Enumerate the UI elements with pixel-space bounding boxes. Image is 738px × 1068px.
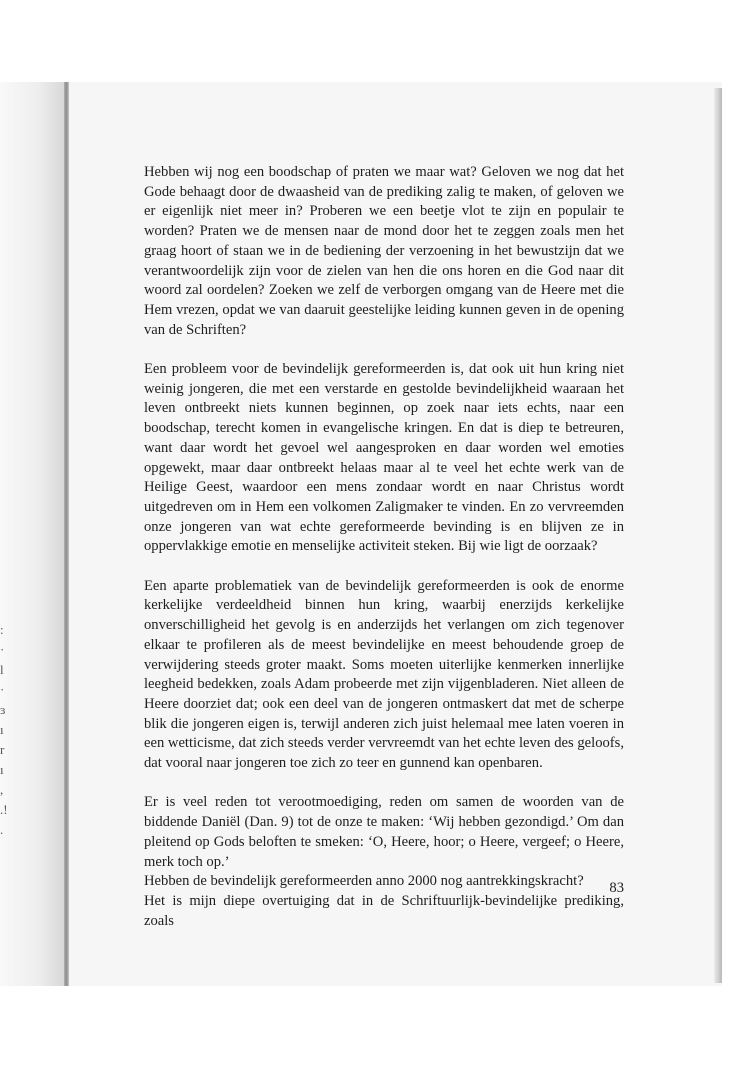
page-body-text (144, 163, 624, 931)
fragment-mark: r (0, 742, 5, 757)
fragment-mark: , (0, 782, 4, 797)
fragment-mark: . (0, 822, 4, 837)
fragment-mark: l (0, 662, 4, 677)
fragment-mark: : (0, 622, 4, 637)
page-number: 83 (609, 880, 624, 896)
fragment-mark: · (0, 682, 5, 697)
paragraph: Het is mijn diepe overtuiging dat in de Schriftuurlijk-bevindelijke prediking, zoals (144, 892, 624, 929)
paragraph: Hebben wij nog een boodschap of praten we maar wat? Geloven we nog dat het Gode behaagt door de dwaasheid van de prediking zalig te maken, of geloven we er eigenlijk niet meer in? Proberen we een beetje vlot te zijn en populair te worden? Praten we de mensen naar de mond door het te zeggen zoals men het graag hoort of staan we in de bediening der verzoening in het bewustzijn dat we verantwoordelijk zijn voor de zielen van hen die ons horen en die God naar dit woord zal oordelen? Zoeken we zelf de verborgen omgang van de Heere met die Hem vrezen, opdat we van daaruit geestelijke leiding kunnen geven in de opening van de Schriften? (144, 164, 624, 338)
previous-page-fragments (0, 620, 18, 840)
paragraph: Hebben de bevindelijk gereformeerden anno 2000 nog aantrekkingskracht? (144, 873, 584, 890)
paragraph: Er is veel reden tot verootmoediging, reden om samen de woorden van de biddende Daniël (Dan. 9) tot de onze te maken: ‘Wij hebben gezondigd.’ Om dan pleitend op Gods beloften te smeken: ‘O, Heere, hoor; o Heere, vergeef; o Heere, merk toch op.’ (144, 794, 624, 870)
fragment-mark: · (0, 642, 5, 657)
book-spine-line (64, 82, 69, 986)
page-edge-shadow (714, 88, 722, 983)
paragraph: Een probleem voor de bevindelijk gereformeerden is, dat ook uit hun kring niet weinig jongeren, die met een verstarde en gestolde bevindelijkheid waaraan het leven ontbreekt niets kunnen beginnen, op zoek naar iets echts, naar een boodschap, terecht komen in evangelische kringen. En dat is diep te betreuren, want daar wordt het gevoel wel aangesproken en daar worden wel emoties opgewekt, maar daar ontbreekt helaas maar al te veel het echte werk van de Heilige Geest, waardoor een mens zondaar wordt en naar Christus wordt uitgedreven om in Hem een volkomen Zaligmaker te vinden. En zo vervreemden onze jongeren van wat echte gereformeerde bevinding is en blijven ze in oppervlakkige emotie en menselijke activiteit steken. Bij wie ligt de oorzaak? (144, 361, 624, 555)
fragment-mark: ɜ (0, 702, 6, 717)
book-gutter-shadow (0, 82, 64, 986)
fragment-mark: .! (0, 802, 8, 817)
fragment-mark: ı (0, 762, 4, 777)
fragment-mark: ı (0, 722, 4, 737)
paragraph: Een aparte problematiek van de bevindelijk gereformeerden is ook de enorme kerkelijke verdeeldheid binnen hun kring, waarbij enerzijds kerkelijke onverschilligheid het gevolg is en anderzijds het verlangen om zich tegenover elkaar te profileren als de meest bevindelijke en meest behoudende groep de verwijdering steeds groter maakt. Soms moeten uiterlijke kenmerken innerlijke leegheid bedekken, zoals Adam probeerde met zijn vijgenbladeren. Niet alleen de Heere doorziet dat; ook een deel van de jongeren ontmaskert dat met de scherpe blik die jongeren eigen is, terwijl anderen zich juist helemaal mee laten voeren in een wetticisme, dat zich steeds verder vervreemdt van het echte leven des geloofs, dat vooral naar jongeren toe zich zo teer en gunnend kan openbaren. (144, 577, 624, 772)
